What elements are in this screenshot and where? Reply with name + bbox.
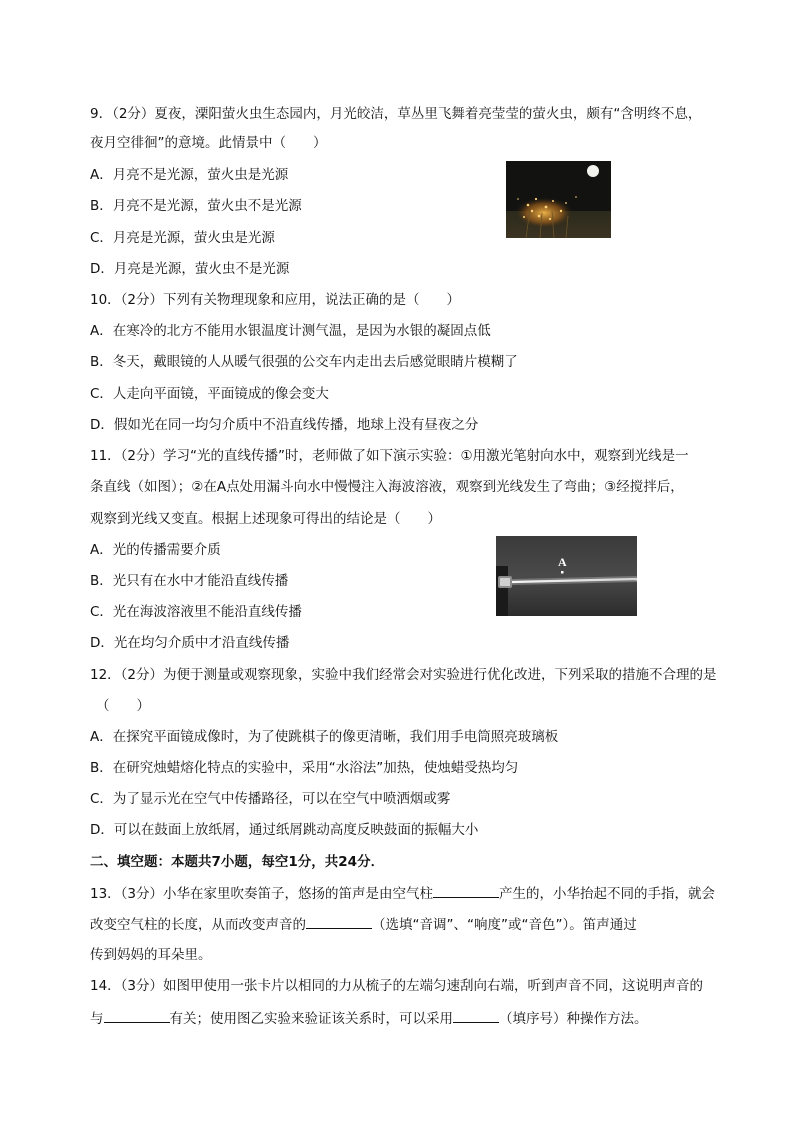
q12-stem-line1: 12．（2分）为便于测量或观察现象，实验中我们经常会对实验进行优化改进，下列采取的措施不合理的是 xyxy=(90,667,717,683)
q12-option-b: B．在研究烛蜡熔化特点的实验中，采用“水浴法”加热，使烛蜡受热均匀 xyxy=(90,760,519,776)
q9-option-d: D．月亮是光源，萤火虫不是光源 xyxy=(90,261,290,277)
q12-option-c: C．为了显示光在空气中传播路径，可以在空气中喷洒烟或雾 xyxy=(90,791,451,807)
q9-option-b: B．月亮不是光源，萤火虫不是光源 xyxy=(90,198,302,214)
q10-option-a: A．在寒冷的北方不能用水银温度计测气温，是因为水银的凝固点低 xyxy=(90,323,491,339)
q12-option-d: D．可以在鼓面上放纸屑，通过纸屑跳动高度反映鼓面的振幅大小 xyxy=(90,822,479,838)
q11-stem-line1: 11．（2分）学习“光的直线传播”时，老师做了如下演示实验：①用激光笔射向水中，观察到光线是一 xyxy=(90,448,689,464)
q14-text-2a: 与 xyxy=(90,1011,104,1027)
q14-text-2b: 有关；使用图乙实验来验证该关系时，可以采用 xyxy=(169,1011,453,1027)
q13-text-2a: 改变空气柱的长度，从而改变声音的 xyxy=(90,917,306,933)
laser-water-image xyxy=(496,536,637,616)
q10-option-d: D．假如光在同一均匀介质中不沿直线传播，地球上没有昼夜之分 xyxy=(90,417,479,433)
laser-beam-illustration xyxy=(496,536,637,616)
q11-option-c: C．光在海波溶液里不能沿直线传播 xyxy=(90,604,302,620)
q10-stem: 10．（2分）下列有关物理现象和应用，说法正确的是（ ） xyxy=(90,292,461,308)
point-a-label: A xyxy=(558,555,567,569)
point-a-marker xyxy=(561,571,564,574)
q9-stem-line1: 9．（2分）夏夜，溧阳萤火虫生态园内，月光皎洁，草丛里飞舞着亮莹莹的萤火虫，颇有“含明终不息， xyxy=(90,106,702,122)
q14-blank-2[interactable] xyxy=(453,1008,499,1023)
q13-text-1b: 产生的，小华抬起不同的手指，就会 xyxy=(499,886,716,902)
firefly-scene-illustration xyxy=(506,161,611,238)
q9-stem-line2: 夜月空徘徊”的意境。此情景中（ ） xyxy=(90,135,327,151)
q13-blank-2[interactable] xyxy=(306,914,372,929)
q10-option-b: B．冬天，戴眼镜的人从暖气很强的公交车内走出去后感觉眼睛片模糊了 xyxy=(90,354,518,370)
q13-line2 xyxy=(90,914,637,935)
q13-line3: 传到妈妈的耳朵里。 xyxy=(90,947,212,963)
q11-option-b: B．光只有在水中才能沿直线传播 xyxy=(90,573,289,589)
q12-stem-line2: （ ） xyxy=(96,698,150,714)
section-heading-fill-blank: 二、填空题：本题共7小题，每空1分，共24分． xyxy=(90,854,385,870)
q11-stem-line2: 条直线（如图）；②在A点处用漏斗向水中慢慢注入海波溶液，观察到光线发生了弯曲；③经搅拌后， xyxy=(90,479,684,495)
q13-blank-1[interactable] xyxy=(433,883,499,898)
q14-line1: 14．（3分）如图甲使用一张卡片以相同的力从梳子的左端匀速刮向右端，听到声音不同，这说明声音的 xyxy=(90,978,704,994)
q10-option-c: C．人走向平面镜，平面镜成的像会变大 xyxy=(90,386,329,402)
q9-option-c: C．月亮是光源，萤火虫是光源 xyxy=(90,230,275,246)
q12-option-a: A．在探究平面镜成像时，为了使跳棋子的像更清晰，我们用手电筒照亮玻璃板 xyxy=(90,729,559,745)
q13-text-2b: （选填“音调”、“响度”或“音色”）。笛声通过 xyxy=(372,917,637,933)
q11-stem-line3: 观察到光线又变直。根据上述现象可得出的结论是（ ） xyxy=(90,511,441,527)
q14-text-2c: （填序号）种操作方法。 xyxy=(499,1011,648,1027)
q11-option-d: D．光在均匀介质中才沿直线传播 xyxy=(90,635,290,651)
q13-line1 xyxy=(90,883,715,904)
moon-icon xyxy=(587,165,599,177)
q11-option-a: A．光的传播需要介质 xyxy=(90,542,221,558)
q13-text-1a: 13．（3分）小华在家里吹奏笛子，悠扬的笛声是由空气柱 xyxy=(90,886,434,902)
q9-option-a: A．月亮不是光源，萤火虫是光源 xyxy=(90,167,289,183)
firefly-moon-image xyxy=(506,161,611,238)
q14-line2 xyxy=(90,1008,648,1029)
q14-blank-1[interactable] xyxy=(104,1008,170,1023)
